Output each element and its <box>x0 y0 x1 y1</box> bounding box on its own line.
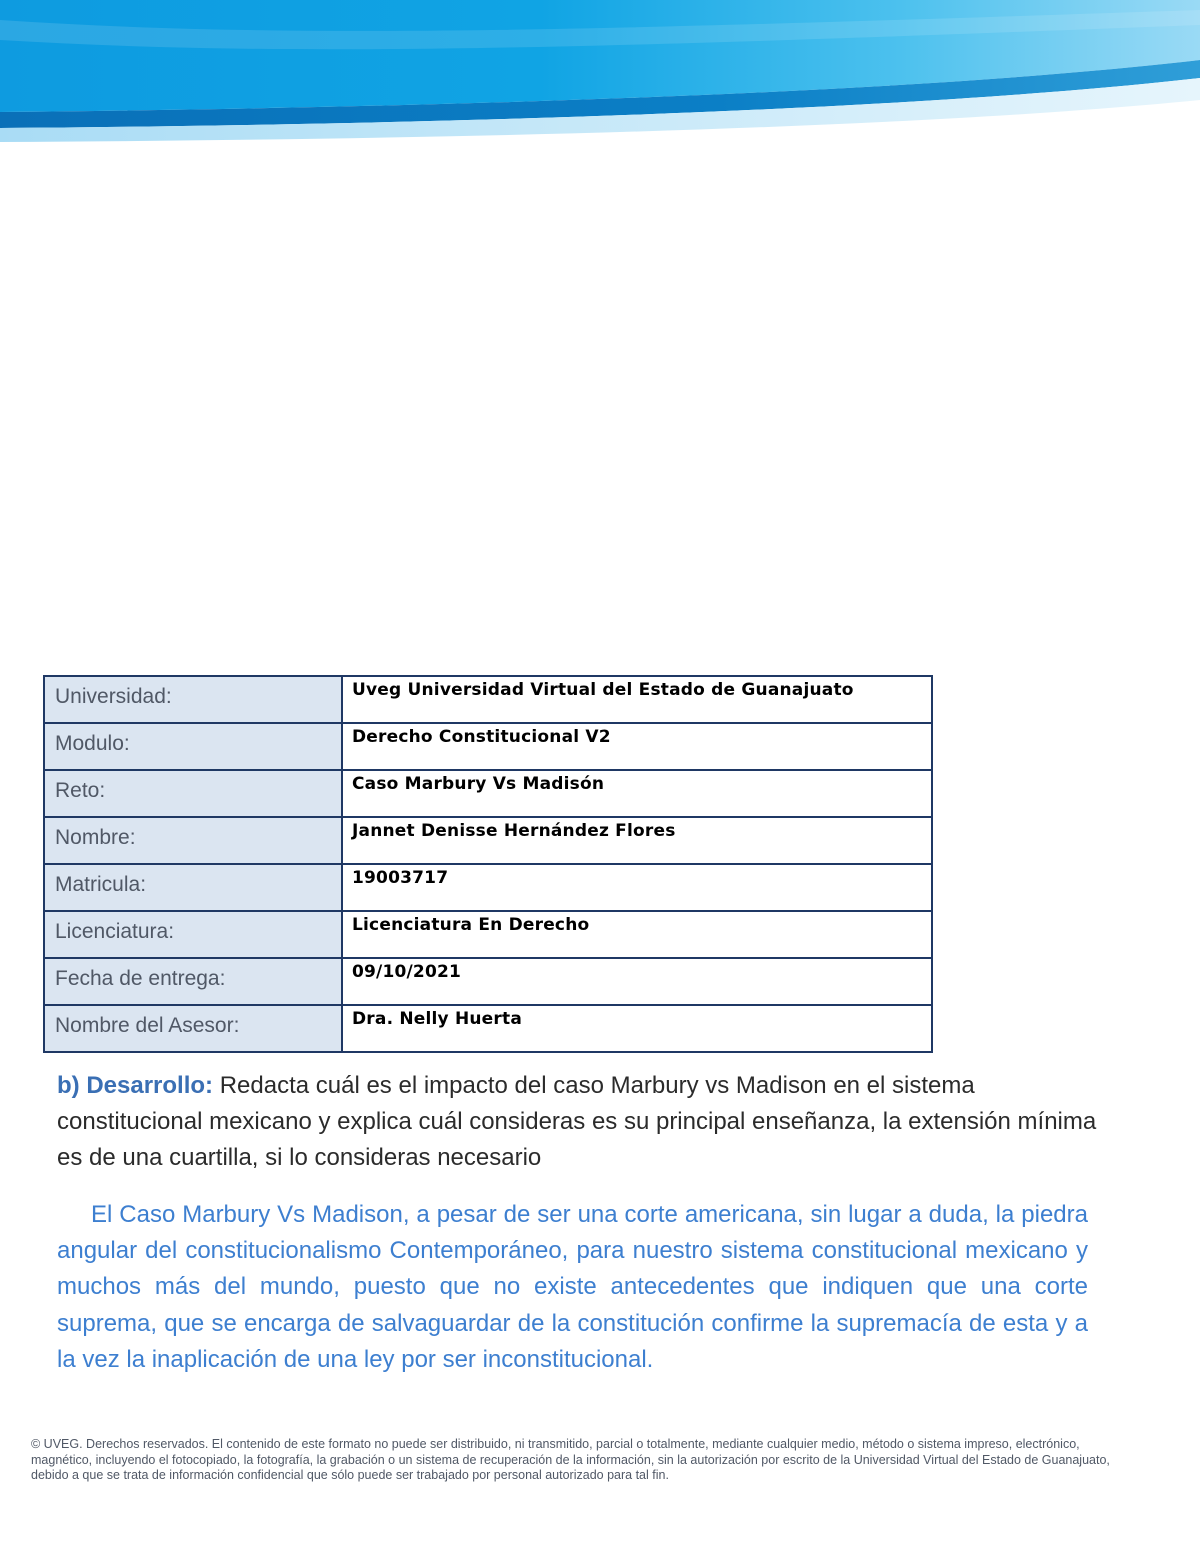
table-row <box>44 1005 932 1052</box>
table-row <box>44 723 932 770</box>
row-label-matricula: Matricula: <box>44 864 342 911</box>
answer-paragraph: El Caso Marbury Vs Madison, a pesar de ser una corte americana, sin lugar a duda, la piedra angular del constitucionalismo Contemporáneo, para nuestro sistema constitucional mexicano y muchos más del mundo, puesto que no existe antecedentes que indiquen que una corte suprema, que se encarga de salvaguardar de la constitución confirme la supremacía de esta y a la vez la inaplicación de una ley por ser inconstitucional. <box>57 1201 1088 1373</box>
row-label-nombre: Nombre: <box>44 817 342 864</box>
assignment-prompt <box>57 1068 1117 1176</box>
row-label-modulo: Modulo: <box>44 723 342 770</box>
row-label-licenciatura: Licenciatura: <box>44 911 342 958</box>
row-label-fecha-entrega: Fecha de entrega: <box>44 958 342 1005</box>
row-label-asesor: Nombre del Asesor: <box>44 1005 342 1052</box>
row-value-reto: Caso Marbury Vs Madisón <box>342 770 932 817</box>
row-value-licenciatura: Licenciatura En Derecho <box>342 911 932 958</box>
row-value-modulo: Derecho Constitucional V2 <box>342 723 932 770</box>
row-label-universidad: Universidad: <box>44 676 342 723</box>
header-decorative-banner <box>0 0 1200 150</box>
row-value-fecha-entrega: 09/10/2021 <box>342 958 932 1005</box>
table-row <box>44 770 932 817</box>
row-value-nombre: Jannet Denisse Hernández Flores <box>342 817 932 864</box>
table-row <box>44 864 932 911</box>
table-row <box>44 911 932 958</box>
prompt-heading: b) Desarrollo: <box>57 1072 214 1099</box>
row-value-universidad: Uveg Universidad Virtual del Estado de Guanajuato <box>342 676 932 723</box>
table-row <box>44 817 932 864</box>
copyright-footer: © UVEG. Derechos reservados. El contenido de este formato no puede ser distribuido, ni transmitido, parcial o totalmente, mediante cualquier medio, método o sistema impreso, electrónico, magnético, incluyendo el fotocopiado, la fotografía, la grabación o un sistema de recuperación de la información, sin la autorización por escrito de la Universidad Virtual del Estado de Guanajuato, debido a que se trata de información confidencial que sólo puede ser trabajado por personal autorizado para tal fin. <box>31 1437 1110 1482</box>
table-row <box>44 958 932 1005</box>
table-row <box>44 676 932 723</box>
row-value-asesor: Dra. Nelly Huerta <box>342 1005 932 1052</box>
prompt-text: Redacta cuál es el impacto del caso Marbury vs Madison en el sistema constitucional mexicano y explica cuál consideras es su principal enseñanza, la extensión mínima es de una cuartilla, si lo consideras necesario <box>57 1072 1097 1171</box>
student-info-table <box>43 675 933 1053</box>
row-label-reto: Reto: <box>44 770 342 817</box>
row-value-matricula: 19003717 <box>342 864 932 911</box>
